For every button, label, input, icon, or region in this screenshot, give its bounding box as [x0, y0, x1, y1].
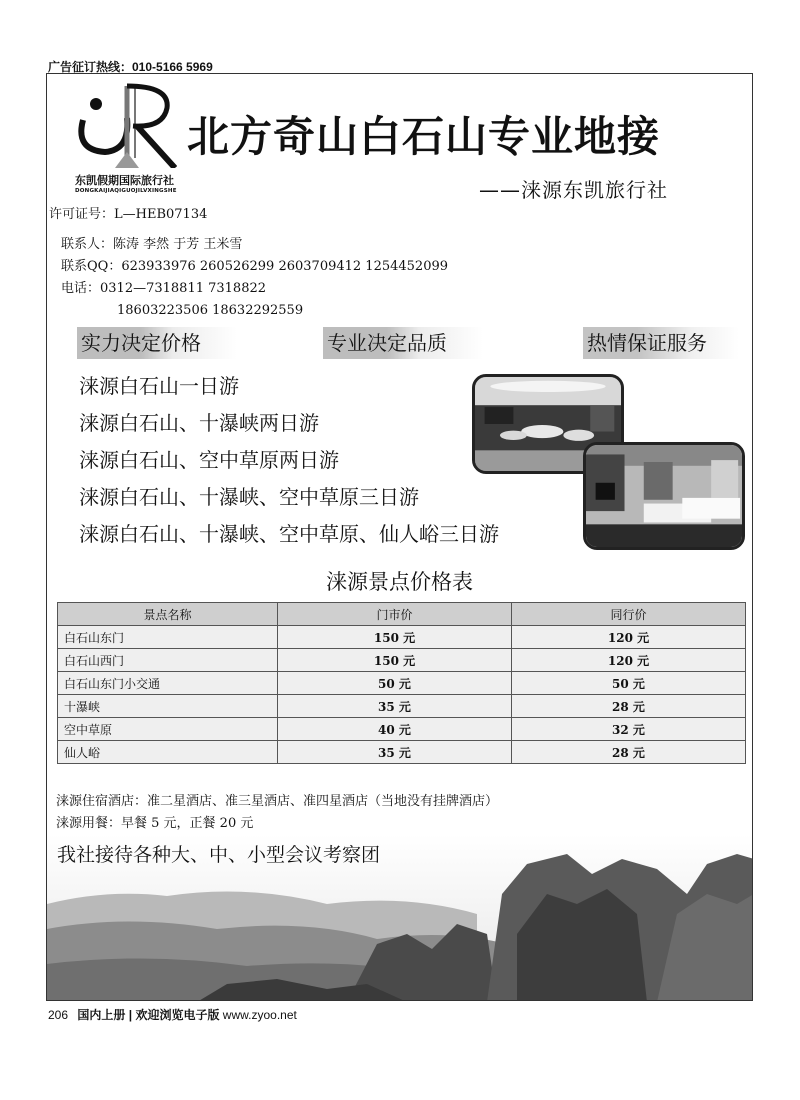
cell-agency: 28 元 [512, 695, 746, 718]
cell-name: 仙人峪 [58, 741, 278, 764]
advertisement-frame [46, 73, 753, 1001]
cell-retail: 35 元 [278, 741, 512, 764]
footer-section: 国内上册 [77, 1008, 126, 1022]
cell-agency: 32 元 [512, 718, 746, 741]
contact-info [61, 234, 448, 322]
table-row [58, 695, 746, 718]
cell-name: 白石山东门小交通 [58, 672, 278, 695]
footer-url[interactable]: www.zyoo.net [222, 1008, 297, 1022]
tour-item: 涞源白石山、空中草原两日游 [79, 448, 339, 472]
cell-agency: 50 元 [512, 672, 746, 695]
headline: 北方奇山白石山专业地接 [187, 112, 661, 161]
cell-agency: 120 元 [512, 649, 746, 672]
agency-name-cn: 东凯假期国际旅行社 [75, 174, 174, 187]
slogan-quality: 专业决定品质 [323, 327, 483, 359]
tour-item: 涞源白石山一日游 [79, 374, 239, 398]
hotel-room-photo [583, 442, 745, 550]
tour-item: 涞源白石山、十瀑峡两日游 [79, 411, 319, 435]
footer-separator: | [128, 1008, 133, 1022]
column-header-retail: 门市价 [278, 603, 512, 626]
contact-people: 联系人：陈涛 李然 于芳 王米雪 [61, 237, 243, 252]
tour-item: 涞源白石山、十瀑峡、空中草原三日游 [79, 485, 419, 509]
license-number: 许可证号：L—HEB07134 [49, 207, 208, 222]
cell-retail: 35 元 [278, 695, 512, 718]
price-table [57, 602, 746, 764]
contact-mobiles: 18603223506 18632292559 [117, 303, 304, 318]
slogan-price: 实力决定价格 [77, 327, 237, 359]
group-reception-note: 我社接待各种大、中、小型会议考察团 [57, 844, 381, 866]
cell-agency: 28 元 [512, 741, 746, 764]
cell-retail: 150 元 [278, 649, 512, 672]
contact-qq: 联系QQ：623933976 260526299 2603709412 1254452099 [61, 259, 449, 274]
page-footer [48, 1006, 297, 1023]
tour-list [79, 368, 499, 553]
table-row [58, 672, 746, 695]
cell-name: 白石山东门 [58, 626, 278, 649]
cell-name: 白石山西门 [58, 649, 278, 672]
table-row [58, 649, 746, 672]
table-row [58, 626, 746, 649]
meal-note: 涞源用餐：早餐 5 元，正餐 20 元 [56, 816, 254, 831]
table-row [58, 741, 746, 764]
cell-retail: 40 元 [278, 718, 512, 741]
agency-logo-icon [75, 80, 177, 168]
column-header-name: 景点名称 [58, 603, 278, 626]
column-header-agency: 同行价 [512, 603, 746, 626]
footer-welcome: 欢迎浏览电子版 [135, 1008, 220, 1022]
cell-name: 空中草原 [58, 718, 278, 741]
table-header-row [58, 603, 746, 626]
ad-hotline: 广告征订热线：010-5166 5969 [48, 60, 213, 74]
page-number: 206 [48, 1008, 69, 1022]
cell-name: 十瀑峡 [58, 695, 278, 718]
price-table-title: 涞源景点价格表 [326, 570, 473, 594]
subhead: ——涞源东凯旅行社 [479, 178, 668, 202]
cell-retail: 150 元 [278, 626, 512, 649]
cell-agency: 120 元 [512, 626, 746, 649]
table-row [58, 718, 746, 741]
hotel-note: 涞源住宿酒店：准二星酒店、准三星酒店、准四星酒店（当地没有挂牌酒店） [56, 794, 499, 809]
tour-item: 涞源白石山、十瀑峡、空中草原、仙人峪三日游 [79, 522, 499, 546]
agency-name-en: DONGKAIJIAQIGUOJILVXINGSHE [75, 188, 177, 194]
contact-phone: 电话：0312—7318811 7318822 [61, 281, 267, 296]
cell-retail: 50 元 [278, 672, 512, 695]
slogan-service: 热情保证服务 [583, 327, 739, 359]
